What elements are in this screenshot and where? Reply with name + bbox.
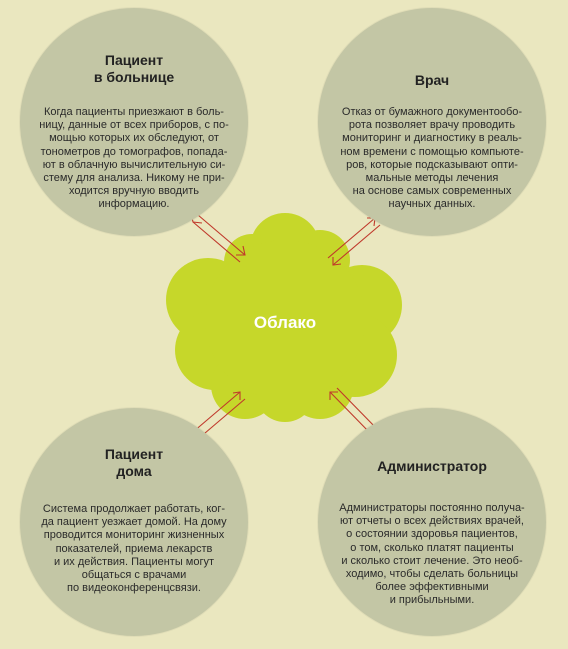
node-admin <box>318 408 546 636</box>
arrow-hospital-cloud <box>191 213 245 262</box>
node-doctor <box>318 8 546 236</box>
node-text: Когда пациенты приезжают в боль- ницу, данные от всех приборов, с по- мощью которых их обследуют, от тонометров до томографов, попада- ют в облачную вычислительную си- стему для анализа. Никому не при- ходится вручную вводить информацию. <box>39 106 229 211</box>
node-text: Администраторы постоянно получа- ют отчеты о всех действиях врачей, о состоянии здоровья пациентов, о том, сколько платят пациенты и сколько стоит лечение. Это необ- ходимо, чтобы сделать больницы более эффективными и прибыльными. <box>339 502 525 607</box>
node-title: Врач <box>414 72 450 88</box>
cloud-label: Облако <box>253 313 317 332</box>
node-text: Отказ от бумажного документообо- рота позволяет врачу проводить мониторинг и диагностику в реаль- ном времени с помощью компьюте- ров, которые подсказывают опти- мальные методы лечения на основе самых современных научных данных. <box>340 106 524 211</box>
node-title: Пациент в больнице <box>93 52 175 85</box>
node-title: Администратор <box>377 458 487 474</box>
node-patient-hospital <box>20 8 248 236</box>
node-title: Пациент дома <box>104 446 164 479</box>
node-text: Система продолжает работать, ког- да пациент уезжает домой. На дому проводится мониторинг жизненных показателей, приема лекарств и их действия. Пациенты могут общаться с врачами по видеоконференцсвязи. <box>41 503 227 595</box>
node-patient-home <box>20 408 248 636</box>
